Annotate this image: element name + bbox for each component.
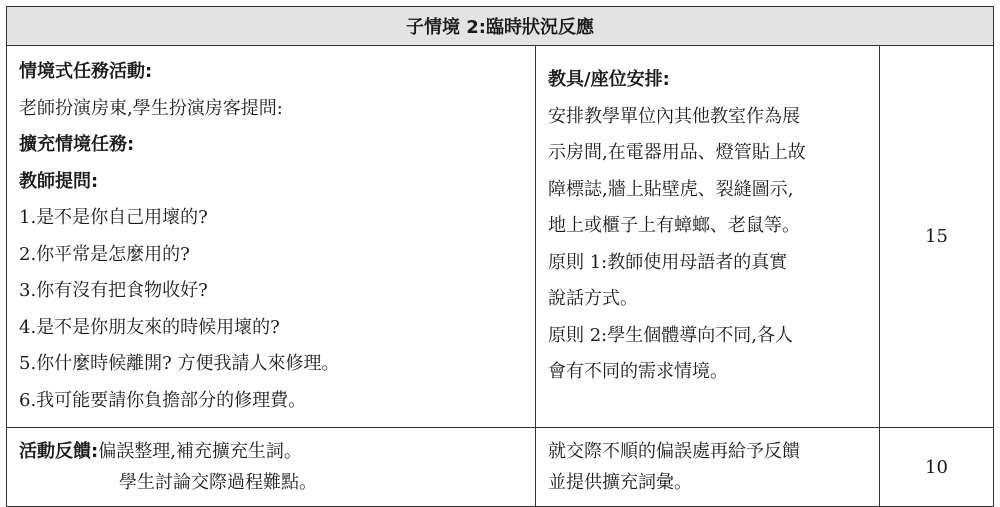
question-item: 3.你有沒有把食物收好? [19,280,208,301]
materials-cell [536,46,880,428]
note-line: 就交際不順的偏誤處再給予反饋 [548,441,800,462]
question-item: 6.我可能要請你負擔部分的修理費。 [19,389,307,411]
principle-line: 原則 1:教師使用母語者的真實 [548,251,788,273]
feedback-cell [7,428,536,507]
question-item: 2.你平常是怎麼用的? [19,243,190,265]
note-line: 並提供擴充詞彙。 [548,472,692,493]
activity-cell [7,46,536,428]
materials-line: 示房間,在電器用品、燈管貼上故 [548,142,806,163]
principle-line: 原則 2:學生個體導向不同,各人 [548,324,793,346]
principle-line: 說話方式。 [548,288,638,309]
feedback-text: 偏誤整理,補充擴充生詞。 [98,441,302,462]
principle-line: 會有不同的需求情境。 [548,361,728,382]
extension-heading: 擴充情境任務: [19,134,135,155]
question-item: 1.是不是你自己用壞的? [19,207,208,228]
note-cell [536,428,880,507]
materials-heading: 教具/座位安排: [548,69,670,90]
materials-line: 安排教學單位內其他教室作為展 [548,105,800,127]
teacher-question-heading: 教師提問: [19,170,99,192]
minutes-cell: 15 [880,46,994,428]
minutes-cell-2: 10 [880,428,994,507]
feedback-text-2: 學生討論交際過程難點。 [119,472,317,493]
activity-text: 老師扮演房東,學生扮演房客提問: [19,97,283,119]
feedback-label: 活動反饋: [19,441,99,462]
materials-line: 地上或櫃子上有蟑螂、老鼠等。 [548,215,800,236]
lesson-plan-table [6,6,994,507]
materials-line: 障標誌,牆上貼壁虎、裂縫圖示, [548,178,794,200]
activity-heading: 情境式任務活動: [19,61,153,82]
table-header: 子情境 2:臨時狀況反應 [7,7,994,46]
question-item: 5.你什麼時候離開? 方便我請人來修理。 [19,353,340,374]
question-item: 4.是不是你朋友來的時候用壞的? [19,316,280,338]
